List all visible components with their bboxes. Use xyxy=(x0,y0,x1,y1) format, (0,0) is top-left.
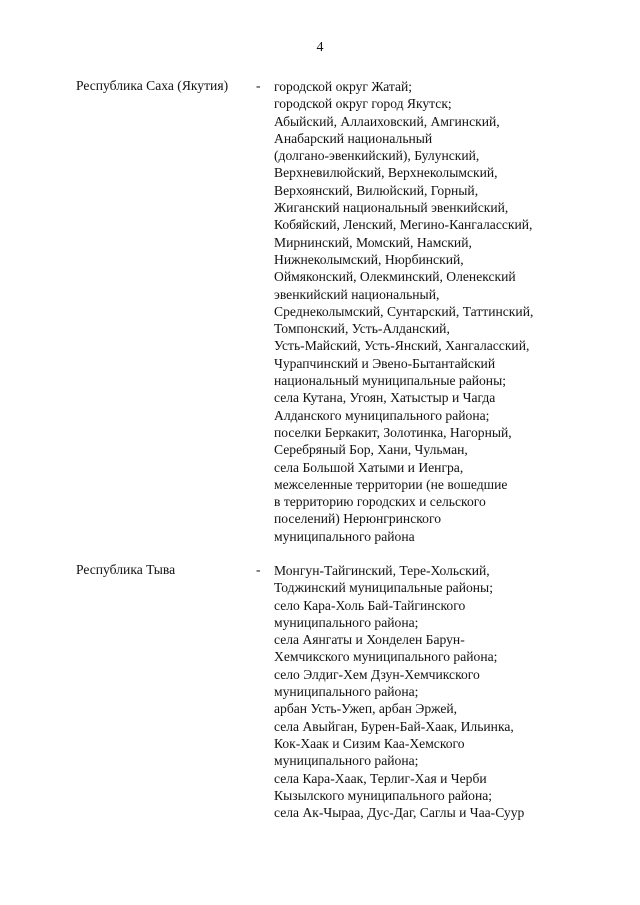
territory-line: Кок-Хаак и Сизим Каа-Хемского xyxy=(274,735,465,751)
territory-line: Кобяйский, Ленский, Мегино-Кангаласский, xyxy=(274,217,533,233)
territory-line: Мирнинский, Момский, Намский, xyxy=(274,234,472,250)
territory-line: Монгун-Тайгинский, Тере-Хольский, xyxy=(274,563,490,578)
territory-line: Кызылского муниципального района; xyxy=(274,787,493,803)
territory-line: села Кутана, Угоян, Хатыстыр и Чагда xyxy=(274,390,496,406)
territory-line: Тоджинский муниципальные районы; xyxy=(274,580,493,596)
territory-line: Среднеколымский, Сунтарский, Таттинский, xyxy=(274,303,534,319)
territory-line: Анабарский национальный xyxy=(274,130,433,146)
territory-line: поселений) Нерюнгринского xyxy=(274,511,441,527)
territory-line: муниципального района; xyxy=(274,753,419,769)
territory-line: в территорию городских и сельского xyxy=(274,494,486,510)
region-name: Республика Саха (Якутия) xyxy=(76,78,229,93)
page-number: 4 xyxy=(316,40,324,55)
territory-line: муниципального района xyxy=(274,528,415,544)
territory-line: городской округ Жатай; xyxy=(274,79,413,94)
territory-line: Абыйский, Аллаиховский, Амгинский, xyxy=(274,113,500,129)
region-dash: - xyxy=(256,78,261,93)
territory-line: городской округ город Якутск; xyxy=(274,96,452,112)
territory-line: Чурапчинский и Эвено-Бытантайский xyxy=(274,355,496,371)
territory-line: Верхневилюйский, Верхнеколымский, xyxy=(274,165,498,181)
territory-line: арбан Усть-Ужеп, арбан Эржей, xyxy=(274,701,458,717)
territory-line: межселенные территории (не вошедшие xyxy=(274,476,508,492)
territory-line: Томпонский, Усть-Алданский, xyxy=(274,321,450,337)
territory-line: Верхоянский, Вилюйский, Горный, xyxy=(274,182,479,198)
territory-line: муниципального района; xyxy=(274,614,419,630)
territory-line: село Кара-Холь Бай-Тайгинского xyxy=(274,597,466,613)
territory-line: села Аянгаты и Хонделен Барун- xyxy=(274,632,465,648)
territory-list xyxy=(274,78,596,545)
territory-line: Серебряный Бор, Хани, Чульман, xyxy=(274,442,468,458)
territory-line: Оймяконский, Олекминский, Оленекский xyxy=(274,269,516,285)
territory-line: Жиганский национальный эвенкийский, xyxy=(274,200,509,216)
territory-line: Усть-Майский, Усть-Янский, Хангаласский, xyxy=(274,338,530,354)
region-name: Республика Тыва xyxy=(76,562,176,577)
territory-line: село Элдиг-Хем Дзун-Хемчикского xyxy=(274,666,480,682)
territory-line: Хемчикского муниципального района; xyxy=(274,649,498,665)
territory-line: Алданского муниципального района; xyxy=(274,407,490,423)
territory-line: села Кара-Хаак, Терлиг-Хая и Черби xyxy=(274,770,487,786)
territory-line: поселки Беркакит, Золотинка, Нагорный, xyxy=(274,424,512,440)
region-dash: - xyxy=(256,562,261,577)
territory-list xyxy=(274,562,596,821)
territory-line: села Авыйган, Бурен-Бай-Хаак, Ильинка, xyxy=(274,718,514,734)
territory-line: села Ак-Чыраа, Дус-Даг, Саглы и Чаа-Суур xyxy=(274,805,525,821)
territory-line: (долгано-эвенкийский), Булунский, xyxy=(274,148,480,164)
territory-line: муниципального района; xyxy=(274,684,419,700)
territory-line: национальный муниципальные районы; xyxy=(274,373,506,389)
territory-line: Нижнеколымский, Нюрбинский, xyxy=(274,251,464,267)
territory-line: села Большой Хатыми и Иенгра, xyxy=(274,459,464,475)
territory-line: эвенкийский национальный, xyxy=(274,286,440,302)
